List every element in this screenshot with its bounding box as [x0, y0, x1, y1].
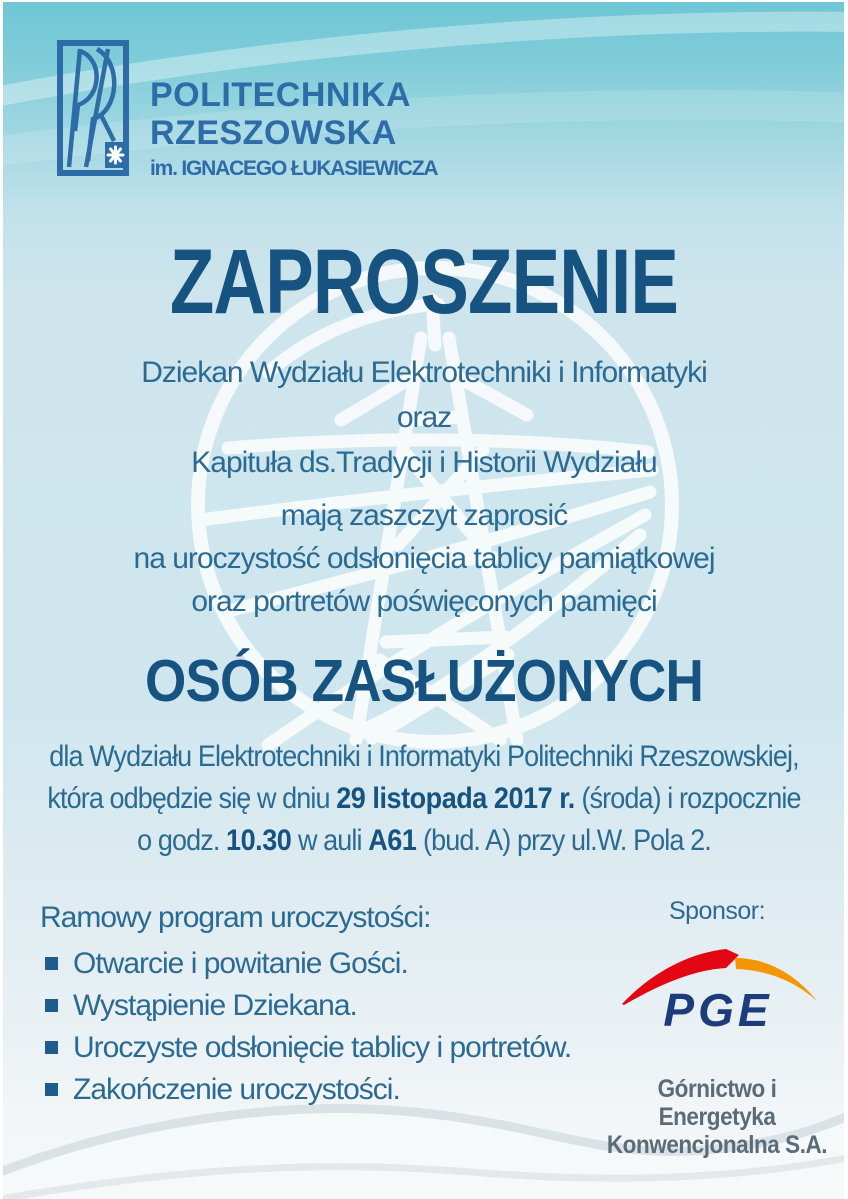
sponsor-company-name [601, 1075, 833, 1159]
intro-block [0, 494, 848, 623]
event-details-block [0, 736, 848, 862]
event-date: 29 listopada 2017 r. [336, 782, 575, 815]
programme-item-label: Otwarcie i powitanie Gości. [73, 947, 408, 980]
university-name-line1: POLITECHNIKA [150, 76, 411, 114]
event-time: 10.30 [226, 824, 292, 857]
sponsor-company-line1: Górnictwo i Energetyka [657, 1075, 777, 1131]
programme-heading: Ramowy program uroczystości: [40, 901, 431, 934]
university-logotype [150, 76, 437, 181]
details-line-3-post: (bud. A) przy ul.W. Pola 2. [416, 824, 711, 857]
programme-list [40, 943, 600, 1111]
programme-item-label: Uroczyste odsłonięcie tablicy i portretów. [73, 1031, 572, 1064]
programme-item-label: Zakończenie uroczystości. [73, 1073, 400, 1106]
pge-logo [612, 938, 822, 1030]
programme-item [40, 985, 600, 1027]
bullet-square-icon [45, 957, 58, 970]
invitation-title: ZAPROSZENIE [169, 231, 679, 333]
sponsor-block [588, 896, 846, 1159]
details-line-2-post: (środa) i rozpocznie [574, 782, 801, 815]
host-line-chapter: Kapituła ds.Tradycji i Historii Wydziału [191, 446, 657, 479]
host-line-dean: Dziekan Wydziału Elektrotechniki i Informatyki [141, 356, 707, 389]
intro-line-1: mają zaszczyt zaprosić [280, 499, 568, 532]
page-edge-right [844, 0, 848, 1199]
programme-block [40, 899, 600, 1111]
honorees-title: OSÓB ZASŁUŻONYCH [145, 648, 703, 714]
details-line-3-pre: o godz. [137, 824, 227, 857]
hosts-block [0, 350, 848, 485]
university-patron-line: im. IGNACEGO ŁUKASIEWICZA [150, 157, 438, 180]
programme-item [40, 1069, 600, 1111]
details-line-3 [42, 820, 805, 862]
sponsor-company-line2: Konwencjonalna S.A. [606, 1131, 828, 1159]
programme-item [40, 943, 600, 985]
programme-item [40, 1027, 600, 1069]
bullet-square-icon [45, 999, 58, 1012]
pr-monogram-icon [56, 39, 130, 177]
pge-logo-text: PGE [663, 984, 773, 1030]
programme-item-label: Wystąpienie Dziekana. [73, 989, 357, 1022]
bullet-square-icon [45, 1041, 58, 1054]
bullet-square-icon [45, 1083, 58, 1096]
intro-line-2: na uroczystość odsłonięcia tablicy pamiątkowej [133, 542, 715, 575]
intro-line-3: oraz portretów poświęconych pamięci [191, 585, 657, 618]
university-name-line2: RZESZOWSKA [150, 114, 397, 152]
details-line-2 [42, 778, 805, 820]
page-edge-left [0, 0, 3, 1199]
event-room: A61 [368, 824, 417, 857]
host-conjunction: oraz [396, 401, 452, 434]
sponsor-label: Sponsor: [668, 897, 766, 925]
page-edge-top [0, 0, 848, 2]
details-line-3-mid: w auli [291, 824, 369, 857]
details-line-1: dla Wydziału Elektrotechniki i Informatyki Politechniki Rzeszowskiej, [49, 740, 799, 773]
details-line-2-pre: która odbędzie się w dniu [47, 782, 337, 815]
